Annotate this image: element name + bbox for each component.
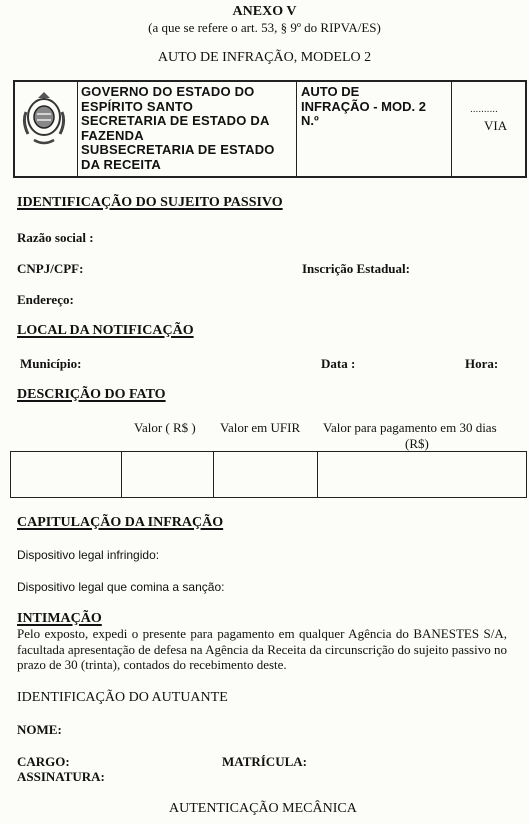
facts-section-title: DESCRIÇÃO DO FATO xyxy=(17,387,166,402)
auto-line: AUTO DE xyxy=(301,84,360,99)
dispositivo-infringido-label: Dispositivo legal infringido: xyxy=(17,548,160,562)
gov-line: SUBSECRETARIA DE ESTADO xyxy=(81,142,275,157)
razao-social-label: Razão social : xyxy=(17,230,94,245)
gov-line: ESPÍRITO SANTO xyxy=(81,98,194,114)
coat-of-arms-cell xyxy=(15,82,78,176)
values-divider xyxy=(121,452,122,497)
gov-line: GOVERNO DO ESTADO DO xyxy=(81,84,255,99)
infraction-section-title: CAPITULAÇÃO DA INFRAÇÃO xyxy=(17,515,224,530)
dispositivo-sancao-label: Dispositivo legal que comina a sanção: xyxy=(17,580,225,594)
matricula-label: MATRÍCULA: xyxy=(222,754,307,769)
values-divider xyxy=(213,452,214,497)
coat-of-arms-icon xyxy=(20,90,68,146)
auto-number-cell xyxy=(297,82,452,176)
col-valor-header: Valor ( R$ ) xyxy=(134,420,196,435)
gov-line: FAZENDA xyxy=(81,127,144,143)
summons-paragraph: Pelo exposto, expedi o presente para pagamento em qualquer Agência do BANESTES S/A, facultada apresentação de defesa na Agência da Receita da circunscrição do sujeito passivo no prazo de 30 (trinta), contados do recebimento deste. xyxy=(17,626,507,672)
gov-line: SECRETARIA DE ESTADO DA xyxy=(81,113,270,128)
officer-section-title: IDENTIFICAÇÃO DO AUTUANTE xyxy=(17,690,228,705)
col-ufir-header: Valor em UFIR xyxy=(220,420,301,435)
col-pagamento-header: Valor para pagamento em 30 dias xyxy=(323,420,497,435)
annex-reference: (a que se refere o art. 53, § 9º do RIPVA/ES) xyxy=(148,20,381,35)
form-title: AUTO DE INFRAÇÃO, MODELO 2 xyxy=(157,50,372,65)
header-table xyxy=(13,80,527,178)
cargo-label: CARGO: xyxy=(17,754,70,769)
values-table xyxy=(10,451,527,498)
summons-text xyxy=(17,626,507,673)
via-dots: .......... xyxy=(470,104,498,115)
cnpj-cpf-label: CNPJ/CPF: xyxy=(17,261,84,276)
annex-title: ANEXO V xyxy=(232,4,297,19)
col-pagamento-unit: (R$) xyxy=(405,436,429,451)
auto-line: INFRAÇÃO - MOD. 2 xyxy=(301,98,426,114)
via-cell xyxy=(452,82,525,176)
auto-line: N.º xyxy=(301,113,319,128)
via-label: VIA xyxy=(484,118,508,133)
summons-section-title: INTIMAÇÃO xyxy=(17,611,102,626)
endereco-label: Endereço: xyxy=(17,292,74,307)
nome-label: NOME: xyxy=(17,722,62,737)
values-divider xyxy=(317,452,318,497)
data-label: Data : xyxy=(321,356,356,371)
municipio-label: Município: xyxy=(20,356,82,371)
assinatura-label: ASSINATURA: xyxy=(17,769,105,784)
notification-section-title: LOCAL DA NOTIFICAÇÃO xyxy=(17,323,194,338)
hora-label: Hora: xyxy=(465,356,499,371)
inscricao-estadual-label: Inscrição Estadual: xyxy=(302,261,410,276)
autenticacao-label: AUTENTICAÇÃO MECÂNICA xyxy=(169,801,357,816)
gov-line: DA RECEITA xyxy=(81,156,161,172)
taxpayer-section-title: IDENTIFICAÇÃO DO SUJEITO PASSIVO xyxy=(17,195,283,210)
government-cell xyxy=(78,82,297,176)
